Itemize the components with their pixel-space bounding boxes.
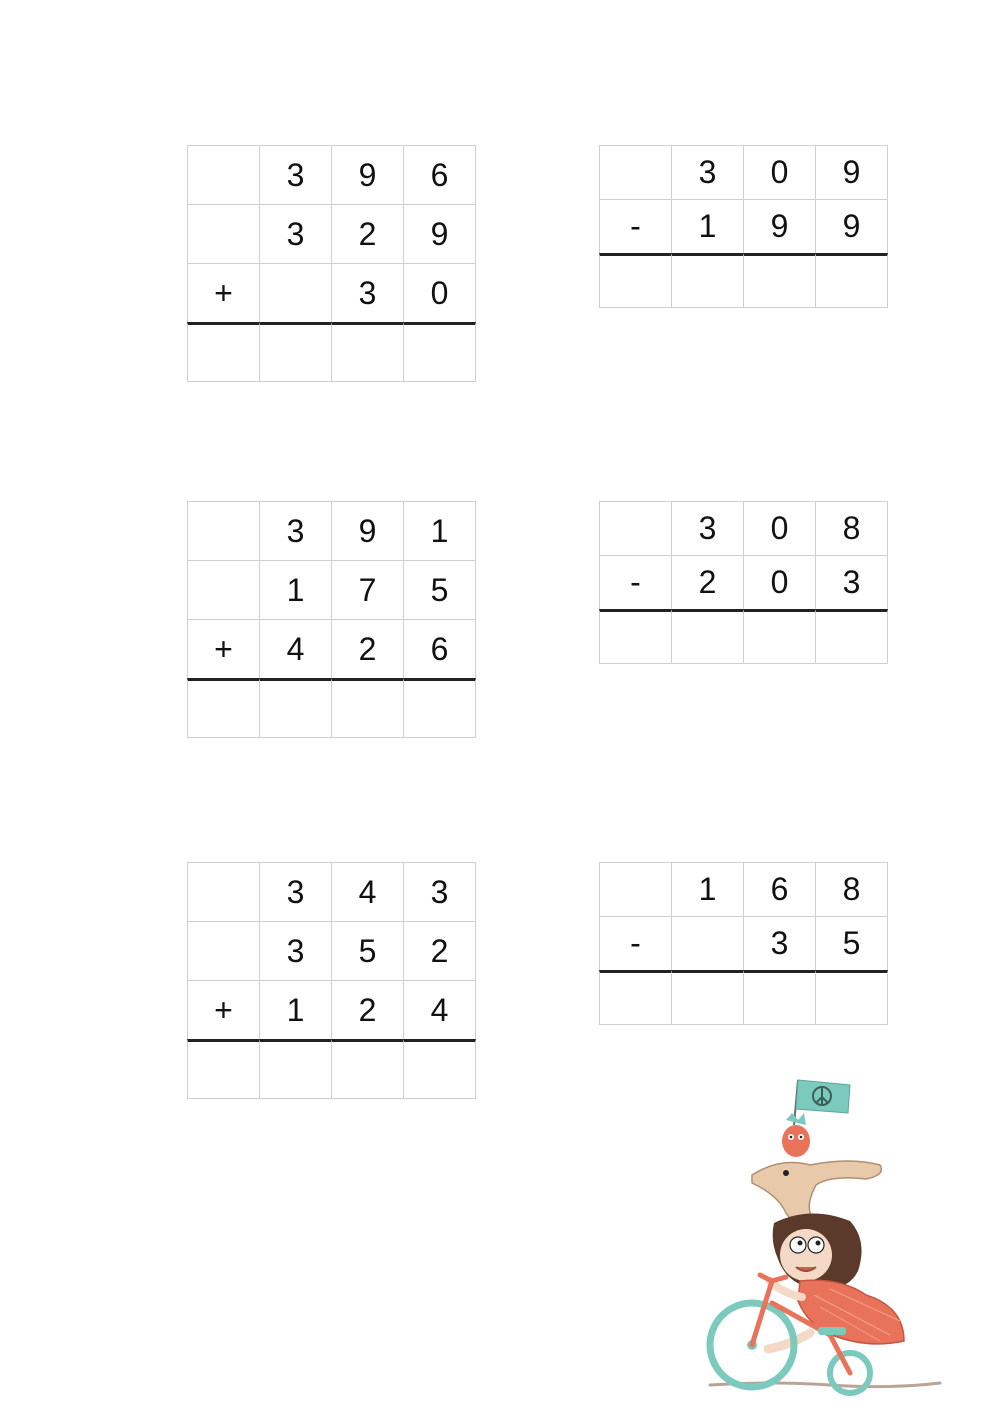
answer-cell[interactable] xyxy=(599,970,672,1025)
digit-cell: 0 xyxy=(403,263,476,323)
digit-cell xyxy=(187,204,260,264)
answer-cell[interactable] xyxy=(403,678,476,738)
digit-cell xyxy=(187,862,260,922)
digit-cell: 5 xyxy=(403,560,476,620)
digit-cell: 5 xyxy=(815,916,888,971)
digit-cell: 9 xyxy=(331,145,404,205)
digit-cell: 3 xyxy=(743,916,816,971)
addition-problem-2 xyxy=(187,501,475,737)
digit-cell: 3 xyxy=(815,555,888,610)
answer-cell[interactable] xyxy=(599,253,672,308)
digit-cell: 8 xyxy=(815,501,888,556)
digit-cell xyxy=(599,862,672,917)
answer-cell[interactable] xyxy=(331,678,404,738)
operator-cell: + xyxy=(187,980,260,1040)
digit-cell: 1 xyxy=(671,199,744,254)
answer-cell[interactable] xyxy=(815,970,888,1025)
answer-cell[interactable] xyxy=(671,970,744,1025)
digit-cell: 3 xyxy=(671,145,744,200)
digit-cell: 2 xyxy=(403,921,476,981)
answer-cell[interactable] xyxy=(815,609,888,664)
digit-cell: 4 xyxy=(259,619,332,679)
subtraction-problem-2 xyxy=(599,501,887,663)
digit-cell: 9 xyxy=(403,204,476,264)
answer-cell[interactable] xyxy=(259,678,332,738)
subtraction-problem-3 xyxy=(599,862,887,1024)
girl-on-tricycle-icon xyxy=(690,1045,955,1405)
digit-cell: 2 xyxy=(671,555,744,610)
digit-cell xyxy=(259,263,332,323)
digit-cell: 2 xyxy=(331,204,404,264)
digit-cell: 9 xyxy=(815,199,888,254)
digit-cell: 4 xyxy=(331,862,404,922)
answer-cell[interactable] xyxy=(671,609,744,664)
digit-cell: 6 xyxy=(403,619,476,679)
digit-cell: 1 xyxy=(403,501,476,561)
digit-cell: 5 xyxy=(331,921,404,981)
digit-cell: 1 xyxy=(259,980,332,1040)
operator-cell: - xyxy=(599,916,672,971)
answer-cell[interactable] xyxy=(259,322,332,382)
digit-cell: 6 xyxy=(403,145,476,205)
answer-cell[interactable] xyxy=(743,609,816,664)
answer-cell[interactable] xyxy=(259,1039,332,1099)
answer-cell[interactable] xyxy=(815,253,888,308)
digit-cell: 2 xyxy=(331,619,404,679)
operator-cell: - xyxy=(599,555,672,610)
addition-problem-1 xyxy=(187,145,475,381)
digit-cell: 3 xyxy=(259,145,332,205)
operator-cell: + xyxy=(187,619,260,679)
addition-problem-3 xyxy=(187,862,475,1098)
digit-cell: 3 xyxy=(331,263,404,323)
operator-cell: + xyxy=(187,263,260,323)
digit-cell xyxy=(599,145,672,200)
digit-cell: 7 xyxy=(331,560,404,620)
answer-cell[interactable] xyxy=(671,253,744,308)
digit-cell: 0 xyxy=(743,555,816,610)
digit-cell xyxy=(599,501,672,556)
digit-cell: 8 xyxy=(815,862,888,917)
answer-cell[interactable] xyxy=(599,609,672,664)
digit-cell xyxy=(187,501,260,561)
digit-cell: 3 xyxy=(259,921,332,981)
digit-cell xyxy=(187,921,260,981)
digit-cell: 1 xyxy=(671,862,744,917)
answer-cell[interactable] xyxy=(187,322,260,382)
answer-cell[interactable] xyxy=(187,1039,260,1099)
answer-cell[interactable] xyxy=(403,1039,476,1099)
digit-cell: 3 xyxy=(259,862,332,922)
digit-cell: 9 xyxy=(815,145,888,200)
digit-cell: 6 xyxy=(743,862,816,917)
answer-cell[interactable] xyxy=(331,322,404,382)
answer-cell[interactable] xyxy=(187,678,260,738)
digit-cell xyxy=(187,560,260,620)
digit-cell: 0 xyxy=(743,145,816,200)
digit-cell: 3 xyxy=(671,501,744,556)
subtraction-problem-1 xyxy=(599,145,887,307)
digit-cell: 3 xyxy=(259,501,332,561)
digit-cell: 3 xyxy=(259,204,332,264)
operator-cell: - xyxy=(599,199,672,254)
digit-cell: 9 xyxy=(743,199,816,254)
digit-cell: 4 xyxy=(403,980,476,1040)
digit-cell: 9 xyxy=(331,501,404,561)
answer-cell[interactable] xyxy=(331,1039,404,1099)
digit-cell: 2 xyxy=(331,980,404,1040)
digit-cell: 0 xyxy=(743,501,816,556)
answer-cell[interactable] xyxy=(743,970,816,1025)
digit-cell xyxy=(671,916,744,971)
answer-cell[interactable] xyxy=(743,253,816,308)
digit-cell: 3 xyxy=(403,862,476,922)
digit-cell: 1 xyxy=(259,560,332,620)
digit-cell xyxy=(187,145,260,205)
answer-cell[interactable] xyxy=(403,322,476,382)
